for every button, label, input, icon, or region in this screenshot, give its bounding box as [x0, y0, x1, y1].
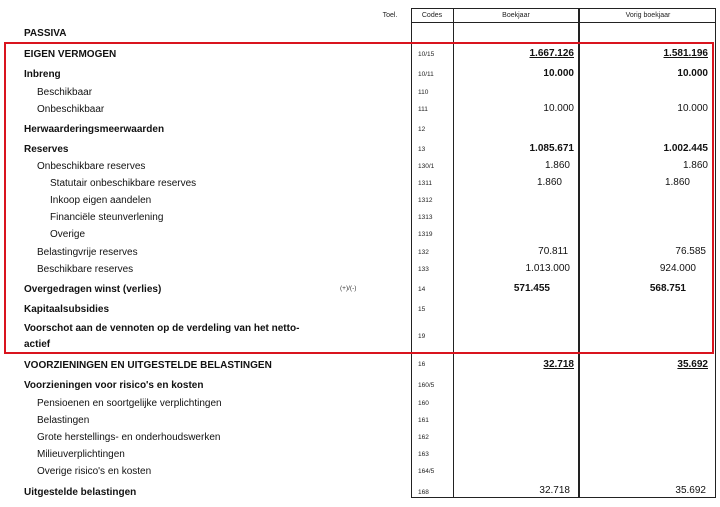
row-previous: 1.002.445 [663, 143, 708, 154]
row-code: 19 [418, 333, 426, 340]
row-label: Uitgestelde belastingen [24, 487, 137, 498]
row-code: 163 [418, 451, 429, 458]
row-label: Kapitaalsubsidies [24, 304, 110, 315]
row-label: Onbeschikbaar [37, 104, 105, 115]
row-label: Reserves [24, 144, 69, 155]
row-label: Financiële steunverlening [50, 212, 164, 223]
header-vorig-boekjaar: Vorig boekjaar [625, 12, 671, 19]
row-label: Beschikbare reserves [37, 264, 134, 275]
row-code: 12 [418, 126, 426, 133]
row-label: Herwaarderingsmeerwaarden [24, 124, 165, 135]
row-label: EIGEN VERMOGEN [24, 49, 117, 60]
row-code: 10/15 [418, 51, 435, 58]
row-label: VOORZIENINGEN EN UITGESTELDE BELASTINGEN [24, 360, 272, 371]
row-code: 160 [418, 400, 429, 407]
row-code: 13 [418, 146, 426, 153]
row-label: Voorschot aan de vennoten op de verdeling van het netto- [24, 323, 300, 334]
row-code: 1319 [418, 231, 433, 238]
row-previous: 1.581.196 [663, 48, 708, 59]
header-codes: Codes [421, 12, 443, 19]
row-code: 161 [418, 417, 429, 424]
row-label: Beschikbaar [37, 87, 93, 98]
row-previous: 35.692 [675, 485, 706, 496]
row-label: Milieuverplichtingen [37, 449, 125, 460]
header-bottom-rule [411, 22, 716, 23]
row-label: Statutair onbeschikbare reserves [50, 178, 197, 189]
row-current: 32.718 [543, 359, 574, 370]
row-current: 10.000 [543, 68, 574, 79]
row-previous: 924.000 [659, 263, 696, 274]
row-label: Overige [50, 229, 86, 240]
header-top-rule [411, 8, 716, 9]
row-current: 571.455 [513, 283, 550, 294]
row-current: 32.718 [539, 485, 570, 496]
row-current: 1.013.000 [525, 263, 570, 274]
row-previous: 10.000 [677, 68, 708, 79]
row-code: 162 [418, 434, 429, 441]
row-previous: 1.860 [682, 160, 708, 171]
section-title: PASSIVA [24, 28, 67, 39]
row-code: 1312 [418, 197, 433, 204]
highlight-box [4, 42, 714, 354]
row-label: Pensioenen en soortgelijke verplichtingen [37, 398, 222, 409]
row-label: Belastingen [37, 415, 90, 426]
header-toel: Toel. [382, 12, 398, 19]
row-code: 111 [418, 106, 428, 113]
row-current: 1.667.126 [529, 48, 574, 59]
row-label: Belastingvrije reserves [37, 247, 138, 258]
row-code: 15 [418, 306, 426, 313]
row-current: 70.811 [538, 246, 568, 257]
header-boekjaar: Boekjaar [502, 12, 530, 19]
row-label: Overgedragen winst (verlies) [24, 284, 162, 295]
row-code: 10/11 [418, 71, 434, 78]
row-current: 10.000 [543, 103, 574, 114]
row-label: Inbreng [24, 69, 61, 80]
row-previous: 1.860 [664, 177, 690, 188]
row-current: 1.085.671 [529, 143, 574, 154]
row-current: 1.860 [536, 177, 562, 188]
row-code: 168 [418, 489, 429, 496]
row-label-continued: actief [24, 339, 51, 350]
row-annotation: (+)/(-) [340, 285, 357, 292]
row-code: 130/1 [418, 163, 435, 170]
row-label: Voorzieningen voor risico's en kosten [24, 380, 204, 391]
row-code: 16 [418, 361, 426, 368]
row-code: 132 [418, 249, 429, 256]
row-code: 160/5 [418, 382, 435, 389]
row-previous: 76.585 [675, 246, 706, 257]
row-previous: 35.692 [677, 359, 708, 370]
row-code: 1311 [418, 180, 432, 187]
row-code: 1313 [418, 214, 433, 221]
row-previous: 10.000 [677, 103, 708, 114]
row-code: 133 [418, 266, 429, 273]
vorig-right-rule [715, 8, 716, 498]
row-previous: 568.751 [649, 283, 686, 294]
row-label: Overige risico's en kosten [37, 466, 152, 477]
row-label: Grote herstellings- en onderhoudswerken [37, 432, 221, 443]
row-current: 1.860 [544, 160, 570, 171]
row-code: 164/5 [418, 468, 435, 475]
row-label: Inkoop eigen aandelen [50, 195, 152, 206]
table-bottom-rule [411, 497, 716, 498]
row-code: 14 [418, 286, 426, 293]
row-code: 110 [418, 89, 429, 96]
row-label: Onbeschikbare reserves [37, 161, 146, 172]
